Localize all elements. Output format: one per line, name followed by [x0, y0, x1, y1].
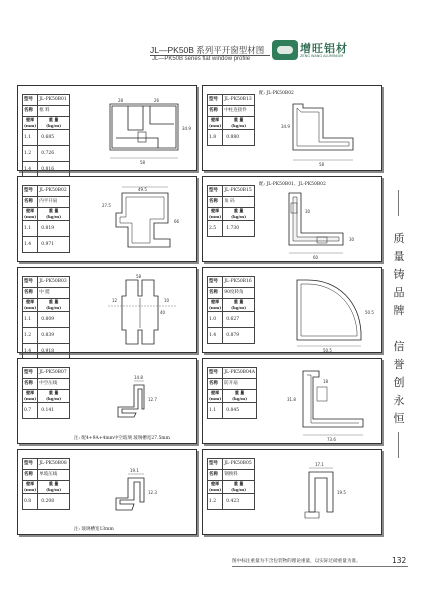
profile-card-pk50b16	[202, 267, 382, 353]
profile-drawing	[281, 189, 379, 259]
spec-table: 型号 JL-PK50B08 名称 单玻压线 壁厚 (mm) 重 量 (kg/m) 0.8 0.208	[22, 458, 70, 510]
dim-label: 14.8	[134, 375, 143, 380]
dim-label: 17.1	[315, 462, 324, 467]
spec-table: 型号 JL-PK50B03 名称 中 挺 壁厚 (mm) 重 量 (kg/m) 1.1 0.809 1.2 0.839 1.4 0.918	[22, 276, 70, 360]
profile-card-pk50b04a	[202, 358, 382, 444]
slogan-char: 创	[393, 376, 405, 389]
model-code: JL-PK50B02	[38, 186, 70, 197]
dim-label: 19.1	[130, 468, 139, 473]
profile-name: 单玻压线	[38, 470, 70, 481]
dim-label: 12	[112, 298, 118, 303]
dim-label: 27.5	[102, 203, 111, 208]
profile-card-pk50b08	[17, 449, 197, 535]
dim-label: 50.5	[365, 310, 374, 315]
dim-label: 40	[160, 310, 166, 315]
profile-drawing	[283, 98, 378, 166]
spec-table: 型号 JL-PK50B16 名称 90度转角 壁厚 (mm) 重 量 (kg/m) 1.0 0.627 1.4 0.879	[207, 276, 255, 344]
dim-label: 12.3	[148, 490, 157, 495]
spec-table: 型号 JL-PK50B15 名称 角 码 壁厚 (mm) 重 量 (kg/m) 2.5 1.730	[207, 185, 255, 237]
dim-label: 30	[305, 209, 311, 214]
slogan-char: 恒	[393, 412, 405, 425]
spec-table: 型号 JL-PK50B05 名称 钢换料 壁厚 (mm) 重 量 (kg/m) 1.2 0.423	[207, 458, 255, 510]
dim-label: 12.7	[148, 397, 157, 402]
dim-label: 26	[154, 98, 160, 103]
model-code: JL-PK50B07	[38, 368, 70, 379]
model-code: JL-PK50B13	[223, 95, 255, 106]
model-code: JL-PK50B05	[223, 459, 255, 470]
profile-name: 钢换料	[223, 470, 255, 481]
spec-table: 型号 JL-PK50B04A 名称 防开扇 壁厚 (mm) 重 量 (kg/m) 1.1 0.845	[207, 367, 257, 419]
profile-drawing	[98, 183, 193, 259]
spec-table: 型号 JL-PK50B02 名称 内平开扇 壁厚 (mm) 重 量 (kg/m) 1.1 0.819 1.4 0.971	[22, 185, 70, 253]
profile-name: 中 挺	[38, 288, 70, 299]
model-code: JL-PK50B01	[38, 95, 70, 106]
spec-table: 型号 JL-PK50B13 名称 中柱连接件 壁厚 (mm) 重 量 (kg/m) 1.8 0.880	[207, 94, 255, 146]
model-code: JL-PK50B08	[38, 459, 70, 470]
profile-drawing	[104, 470, 184, 520]
profile-card-pk50b03	[17, 267, 197, 353]
spec-table: 型号 JL-PK50B01 名称 框 料 壁厚 (mm) 重 量 (kg/m) 1.1 0.685 1.2 0.726 1.4 0.816	[22, 94, 70, 178]
side-divider	[398, 432, 399, 458]
profile-note: 注: 玻璃槽宽13mm	[74, 527, 114, 532]
dim-label: 31.8	[287, 397, 296, 402]
profile-card-pk50b01	[17, 85, 197, 171]
page-title: JL—PK50B 系列平开窗型材图	[150, 45, 265, 55]
profile-drawing	[283, 464, 378, 530]
dim-label: 58	[136, 274, 142, 279]
dim-label: 60	[313, 255, 319, 260]
profile-card-pk50b02	[17, 176, 197, 262]
dim-label: 73.6	[327, 437, 336, 442]
brand-name-en: ZENG WANG ALUMINIUM	[300, 54, 344, 58]
dim-label: 18	[323, 379, 329, 384]
slogan-char: 质	[393, 232, 405, 245]
profile-name: 内平开扇	[38, 197, 70, 208]
dim-label: 58	[140, 160, 146, 165]
brand-logo-icon	[272, 40, 298, 60]
dim-label: 30	[349, 237, 355, 242]
slogan-char: 信	[393, 340, 405, 353]
profile-name: 中柱连接件	[223, 106, 255, 117]
profile-drawing	[104, 375, 184, 427]
spec-table: 型号 JL-PK50B07 名称 中空压线 壁厚 (mm) 重 量 (kg/m) 0.7 0.141	[22, 367, 70, 419]
dim-label: 34.9	[281, 124, 290, 129]
dim-label: 34.9	[182, 126, 191, 131]
profile-name: 防开扇	[223, 379, 257, 390]
page-number: 132	[392, 556, 407, 565]
slogan-char: 铸	[393, 268, 405, 281]
dim-label: 50.5	[323, 348, 332, 353]
model-code: JL-PK50B03	[38, 277, 70, 288]
profile-drawing	[98, 94, 193, 166]
profile-card-pk50b15	[202, 176, 382, 262]
profile-drawing	[283, 367, 378, 443]
dim-label: 28	[118, 98, 124, 103]
slogan-char: 永	[393, 394, 405, 407]
profile-name: 90度转角	[223, 288, 255, 299]
dim-label: 10	[164, 298, 170, 303]
footer-note: 图中标注重量为不含包装物的理论重量，以实际过磅重量为准。	[232, 559, 361, 564]
page-subtitle: JL—PK50B series flat window profile	[152, 56, 251, 62]
dim-label: 58	[319, 162, 325, 167]
slogan-char: 牌	[393, 304, 405, 317]
brand-name: 增旺铝材	[300, 42, 348, 55]
slogan-char: 誉	[393, 358, 405, 371]
side-divider	[398, 190, 399, 216]
dim-label: 19.5	[337, 490, 346, 495]
profile-name: 中空压线	[38, 379, 70, 390]
dim-label: 66	[174, 219, 180, 224]
match-note: 配: JL-PK50B01、JL-PK50B02	[259, 182, 326, 187]
profile-card-pk50b05	[202, 449, 382, 535]
profile-name: 角 码	[223, 197, 255, 208]
slogan-char: 量	[393, 250, 405, 263]
profile-card-pk50b13	[202, 85, 382, 171]
profile-note: 注: 配4+9A+4mm中空玻璃 玻璃槽宽27.5mm	[74, 436, 170, 441]
profile-drawing	[98, 274, 193, 350]
model-code: JL-PK50B15	[223, 186, 255, 197]
slogan-char: 品	[393, 286, 405, 299]
dim-label: 49.5	[138, 187, 147, 192]
model-code: JL-PK50B16	[223, 277, 255, 288]
profile-name: 框 料	[38, 106, 70, 117]
match-note: 配: JL-PK50B02	[259, 91, 294, 96]
profile-drawing	[283, 274, 378, 353]
model-code: JL-PK50B04A	[223, 368, 257, 379]
profile-card-pk50b07	[17, 358, 197, 444]
footer-rule	[232, 566, 408, 567]
